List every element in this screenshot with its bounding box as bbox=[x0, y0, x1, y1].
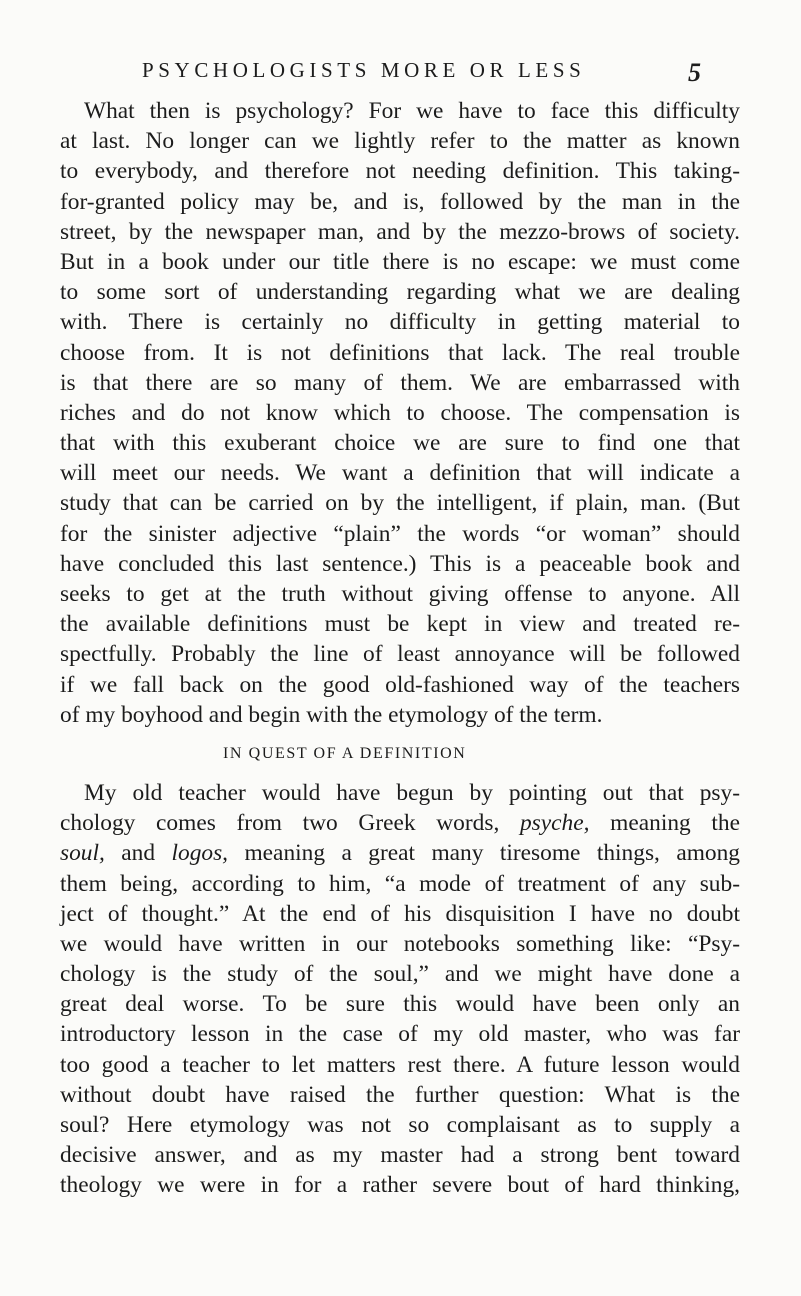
text-line: for the sinister adjective “plain” the words “or woman” should bbox=[60, 520, 740, 547]
text-line: What then is psychology? For we have to face this difficulty bbox=[84, 98, 740, 124]
text-line: have concluded this last sentence.) This is a peaceable book and bbox=[60, 550, 740, 577]
text-run: and bbox=[104, 840, 172, 867]
text-line: of my boyhood and begin with the etymology of the term. bbox=[60, 701, 603, 728]
text-line: is that there are so many of them. We are embarrassed with bbox=[60, 369, 740, 396]
section-heading: IN QUEST OF A DEFINITION bbox=[223, 744, 467, 762]
text-line: at last. No longer can we lightly refer to the matter as known bbox=[60, 128, 740, 155]
text-line: study that can be carried on by the intelligent, if plain, man. (But bbox=[60, 490, 740, 517]
text-line: too good a teacher to let matters rest there. A future lesson would bbox=[60, 1051, 740, 1078]
text-line: we would have written in our notebooks something like: “Psy- bbox=[60, 930, 740, 957]
text-line: will meet our needs. We want a definition that will indicate a bbox=[60, 460, 740, 487]
text-line: the available definitions must be kept in view and treated re- bbox=[60, 611, 740, 638]
italic-term-psyche: psyche, bbox=[519, 810, 590, 837]
text-line: for-granted policy may be, and is, followed by the man in the bbox=[60, 188, 740, 215]
text-line: seeks to get at the truth without giving offense to anyone. All bbox=[60, 581, 740, 607]
text-line bbox=[60, 838, 740, 868]
text-line: without doubt have raised the further question: What is the bbox=[60, 1081, 740, 1108]
page-header bbox=[0, 58, 801, 88]
text-line: them being, according to him, “a mode of treatment of any sub- bbox=[60, 870, 740, 897]
text-line: if we fall back on the good old-fashioned way of the teachers bbox=[60, 671, 740, 698]
text-line: spectfully. Probably the line of least annoyance will be followed bbox=[60, 641, 740, 668]
body-text bbox=[60, 96, 740, 1201]
text-line: choose from. It is not definitions that lack. The real trouble bbox=[60, 339, 740, 366]
paragraph-2 bbox=[60, 778, 740, 1201]
text-line: decisive answer, and as my master had a strong bent toward bbox=[60, 1142, 740, 1169]
text-line: My old teacher would have begun by pointing out that psy- bbox=[84, 779, 740, 806]
text-line bbox=[60, 808, 740, 838]
text-run: chology comes from two Greek words, bbox=[60, 810, 520, 837]
text-run: meaning the bbox=[589, 810, 740, 837]
text-line: riches and do not know which to choose. The compensation is bbox=[60, 399, 740, 426]
text-line: great deal worse. To be sure this would have been only an bbox=[60, 991, 740, 1018]
page-number: 5 bbox=[688, 58, 701, 87]
text-line: theology we were in for a rather severe bout of hard thinking, bbox=[60, 1172, 740, 1199]
text-line: to some sort of understanding regarding what we are dealing bbox=[60, 279, 740, 306]
text-line: ject of thought.” At the end of his disquisition I have no doubt bbox=[60, 900, 740, 927]
text-line: soul? Here etymology was not so complaisant as to supply a bbox=[60, 1112, 740, 1138]
running-head: PSYCHOLOGISTS MORE OR LESS bbox=[142, 58, 586, 82]
paragraph-1 bbox=[60, 96, 740, 730]
text-line: chology is the study of the soul,” and we might have done a bbox=[60, 961, 740, 988]
text-line: street, by the newspaper man, and by the mezzo-brows of society. bbox=[60, 218, 740, 245]
text-line: introductory lesson in the case of my old master, who was far bbox=[60, 1021, 740, 1048]
text-line: that with this exuberant choice we are sure to find one that bbox=[60, 430, 740, 457]
italic-term-soul: soul, bbox=[60, 840, 105, 867]
text-line: with. There is certainly no difficulty in getting material to bbox=[60, 309, 740, 336]
text-line: But in a book under our title there is no escape: we must come bbox=[60, 248, 740, 275]
italic-term-logos: logos, bbox=[171, 840, 229, 867]
text-line: to everybody, and therefore not needing definition. This taking- bbox=[60, 158, 740, 185]
text-run: meaning a great many tiresome things, among bbox=[228, 840, 741, 867]
